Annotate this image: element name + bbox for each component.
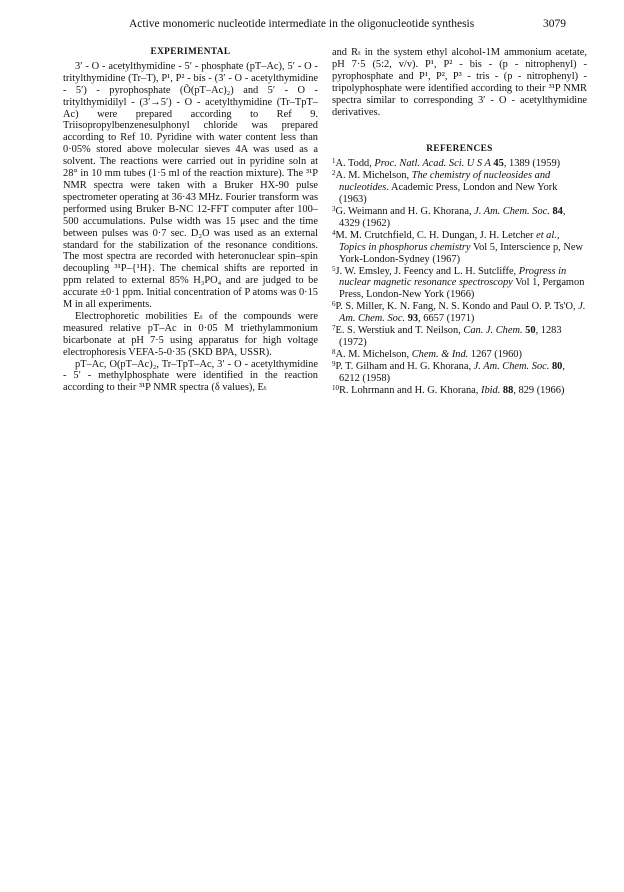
reference-volume: 50 — [522, 325, 536, 337]
reference-source: J. Am. Chem. Soc. — [339, 301, 586, 325]
left-column — [63, 47, 318, 394]
reference-source: Progress in nuclear magnetic resonance spectroscopy — [339, 265, 567, 289]
reference-rest: , 6212 (1958) — [339, 360, 565, 384]
reference-number: 6 — [332, 300, 336, 309]
reference-rest: , 4329 (1962) — [339, 205, 566, 229]
reference-volume: 45 — [490, 158, 504, 170]
running-header — [129, 17, 566, 31]
reference-source: The chemistry of nucleosides and nucleotides — [339, 170, 551, 194]
reference-item — [332, 158, 587, 170]
reference-source: et al., Topics in phosphorus chemistry — [339, 229, 560, 253]
reference-rest: , 6657 (1971) — [418, 313, 475, 325]
reference-number: 1 — [332, 157, 336, 166]
reference-source: J. Am. Chem. Soc. — [473, 360, 550, 372]
reference-item — [332, 266, 587, 302]
reference-authors: P. S. Miller, K. N. Fang, N. S. Kondo and Paul O. P. Ts'O, — [335, 301, 579, 313]
experimental-paragraph-1: 3′ - O - acetylthymidine - 5′ - phosphate (pT–Ac), 5′ - O - tritylthymidine (Tr–T), P¹, P² - bis - (3′ - O - acetylthymidine - 5′) - pyrophosphate (Õ(pT–Ac)₂) and 5′ - O - tritylthymidilyl - (3′→5′) - O - acetylthymidine (Tr–TpT–Ac) were prepared according to Ref 9. Triisopropylbenzenesulphonyl chloride was prepared according to Ref 10. Pyridine with water content less than 0·05% stored above molecular sieves 4A was used as a solvent. The reactions were carried out in pyridine soln at 28° in 10 mm tubes (1·5 ml of the reaction mixture). The ³¹P NMR spectra were taken with a Bruker HX-90 pulse spectrometer operating at 36·43 MHz. Fourier transform was performed using Bruker B-NC 12-FFT computer after 100–500 accumulations. Pulse width was 15 μsec and the time between pulses was 0·7 sec. D₂O was used as an external standard for the stabilization of the resonance conditions. The most spectra are recorded with heteronuclear spin–spin decoupling ³¹P–{¹H}. The chemical shifts are reported in ppm related to external 85% H₃PO₄ and are judged to be accurate ±0·1 ppm. Initial concentration of P atoms was 0·15 M in all experiments. — [63, 60, 318, 311]
reference-rest: , 1389 (1959) — [503, 158, 561, 170]
reference-source: Chem. & Ind. — [411, 348, 469, 360]
references-heading: REFERENCES — [426, 144, 493, 155]
reference-item — [332, 230, 587, 266]
reference-volume: 84 — [549, 205, 563, 217]
reference-authors: A. M. Michelson, — [335, 348, 412, 360]
reference-authors: M. M. Crutchfield, C. H. Dungan, J. H. Letcher — [335, 229, 537, 241]
experimental-heading: EXPERIMENTAL — [150, 47, 231, 57]
reference-authors: A. Todd, — [335, 158, 375, 170]
reference-number: 5 — [332, 264, 336, 273]
reference-item — [332, 301, 587, 325]
reference-item — [332, 170, 587, 206]
reference-rest: Vol 5, Interscience p, New York-London-Sydney (1967) — [339, 241, 583, 265]
reference-rest: Vol 1, Pergamon Press, London-New York (1966) — [339, 277, 585, 301]
reference-item — [332, 349, 587, 361]
reference-authors: A. M. Michelson, — [335, 170, 412, 182]
right-column — [332, 47, 587, 396]
reference-number: 7 — [332, 324, 336, 333]
reference-source: Proc. Natl. Acad. Sci. U S A — [374, 158, 491, 170]
reference-volume: 80 — [549, 360, 563, 372]
reference-authors: R. Lohrmann and H. G. Khorana, — [339, 384, 481, 396]
reference-number: 9 — [332, 359, 336, 368]
reference-volume: 88 — [500, 384, 514, 396]
reference-volume: 93 — [405, 313, 419, 325]
reference-item — [332, 325, 587, 349]
reference-item — [332, 361, 587, 385]
reference-item — [332, 206, 587, 230]
reference-source: J. Am. Chem. Soc. — [474, 205, 550, 217]
page-number: 3079 — [543, 18, 566, 30]
experimental-paragraph-3-continued: and Rₜ in the system ethyl alcohol-1M ammonium acetate, pH 7·5 (5:2, v/v). P¹, P² - bis - (p - nitrophenyl) - pyrophosphate and P¹, P², P³ - tris - (p - nitrophenyl) - tripolyphosphate were identified according to their ³¹P NMR spectra similar to corresponding 3′ - O - acetylthymidine derivatives. — [332, 47, 587, 118]
reference-rest: 1267 (1960) — [468, 348, 522, 360]
reference-authors: J. W. Emsley, J. Feency and L. H. Sutcliffe, — [335, 265, 519, 277]
experimental-paragraph-2: Electrophoretic mobilities Eₜ of the compounds were measured relative pT–Ac in 0·05 M triethylammonium bicarbonate at pH 7·5 using apparatus for high voltage electrophoresis VEFA-5-0·35 (SKD BPA, USSR). — [63, 310, 318, 358]
reference-number: 4 — [332, 228, 336, 237]
reference-source: Ibid. — [480, 384, 501, 396]
reference-number: 3 — [332, 204, 336, 213]
reference-authors: G. Weimann and H. G. Khorana, — [335, 205, 475, 217]
running-title: Active monomeric nucleotide intermediate in the oligonucleotide synthesis — [129, 18, 475, 30]
reference-rest: . Academic Press, London and New York (1963) — [339, 182, 558, 206]
experimental-paragraph-3: pT–Ac, O(pT–Ac)₂, Tr–TpT–Ac, 3′ - O - acetylthymidine - 5′ - methylphosphate were identified in the reaction according to their ³¹P NMR spectra (δ values), Eₜ — [63, 358, 318, 394]
reference-list — [332, 158, 587, 396]
reference-rest: , 829 (1966) — [513, 384, 565, 396]
reference-number: 8 — [332, 347, 336, 356]
reference-authors: E. S. Werstiuk and T. Neilson, — [335, 325, 464, 337]
reference-item — [332, 385, 587, 397]
reference-authors: P. T. Gilham and H. G. Khorana, — [335, 360, 474, 372]
reference-number: 2 — [332, 169, 336, 178]
reference-source: Can. J. Chem. — [463, 325, 523, 337]
reference-number: 10 — [332, 383, 339, 392]
reference-rest: , 1283 (1972) — [339, 325, 562, 348]
